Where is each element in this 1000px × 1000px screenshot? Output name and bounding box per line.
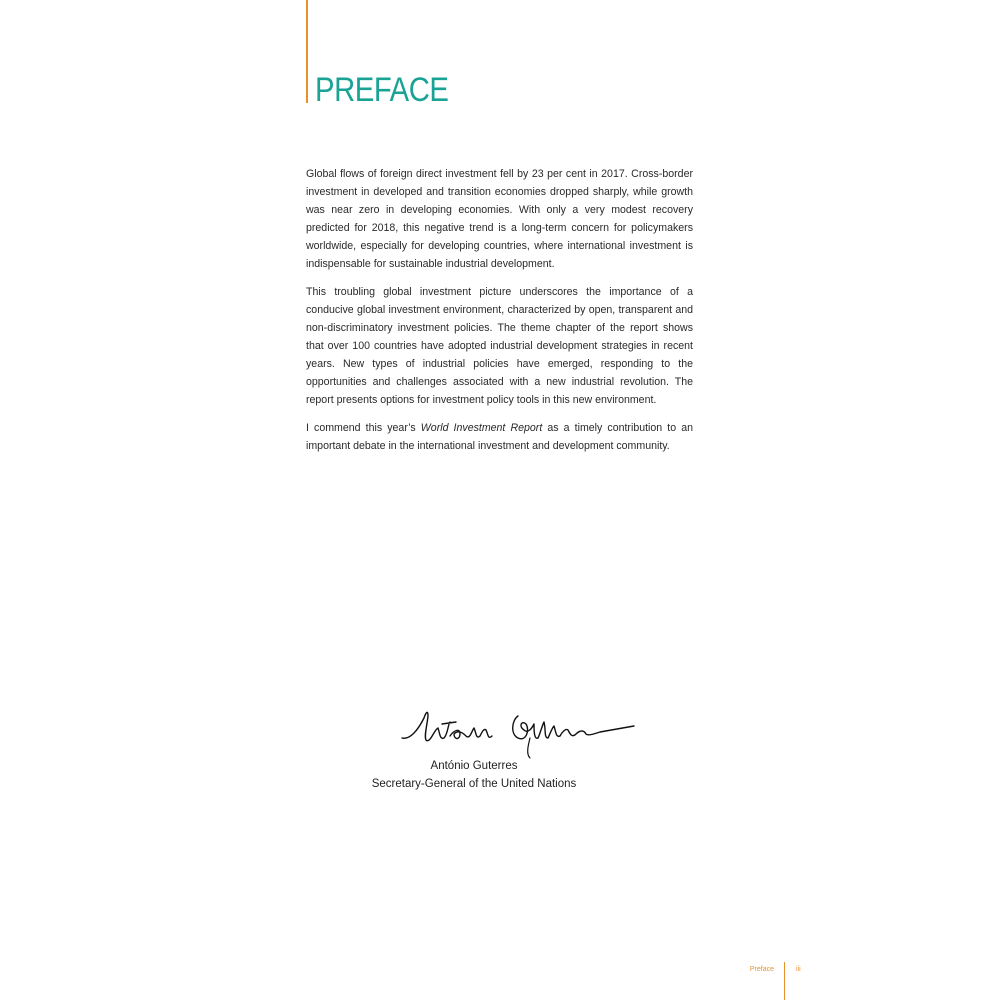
page-title: PREFACE [315,71,449,109]
signer-name: António Guterres [430,760,518,772]
closing-text-start: I commend this year’s [306,422,421,434]
preface-body [306,165,693,465]
paragraph-2: This troubling global investment picture underscores the importance of a conducive global investment environment, characterized by open, transparent and non-discriminatory investment policies. The theme chapter of the report shows that over 100 countries have adopted industrial development strategies in recent years. New types of industrial policies have emerged, responding to the opportunities and challenges associated with a new industrial revolution. The report presents options for investment policy tools in this new environment. [306,286,693,406]
title-accent-rule [306,0,308,103]
report-title: World Investment Report [420,422,543,434]
footer-section-label: Preface [749,966,774,973]
paragraph-1: Global flows of foreign direct investment fell by 23 per cent in 2017. Cross-border investment in developed and transition economies dropped sharply, while growth was near zero in developing economies. With only a very modest recovery predicted for 2018, this negative trend is a long-term concern for policymakers worldwide, especially for developing countries, where international investment is indispensable for sustainable industrial development. [306,168,693,270]
closing-text-end: as a timely contribution to an important debate in the international investment and development community. [306,422,693,452]
paragraph-3 [306,419,693,455]
handwritten-signature [390,700,640,760]
footer-accent-rule [784,962,785,1000]
page-number: iii [796,966,801,973]
signer-title: Secretary-General of the United Nations [371,778,577,790]
